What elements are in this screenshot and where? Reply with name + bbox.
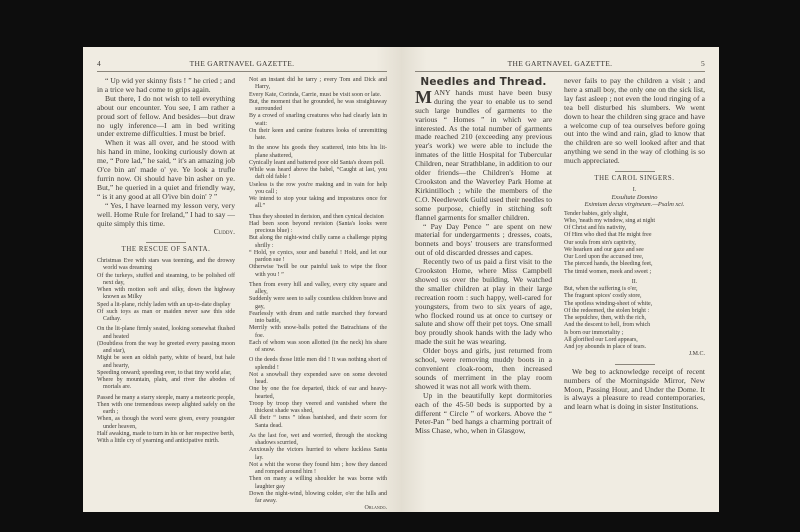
stanza-number: II. <box>631 278 638 285</box>
poem-line: Our souls from sin's captivity, <box>564 239 636 246</box>
left-running-head <box>97 59 387 72</box>
poem-line: Of Christ and his nativity, <box>564 225 627 232</box>
poem-line: Every Kate, Corinda, Carrie, must be visit soon or late. <box>249 91 382 98</box>
article-heading: Needles and Thread. <box>420 76 547 88</box>
poem-line: And joy abounds in place of tears. <box>564 344 647 351</box>
article-paragraph-text: ANY hands must have been busy during the year to enable us to send such large bundles of garments to the various “ Homes ” in which we are interested. As the total number of garments made reached 210 (exceeding any previous year's work) we were able to include the inmates of the little Hospital for Tubercular Children, near Strathblane, in addition to our older friends—the Children's Home at Crookston and the Waverley Park Home at Kirkintilloch ; while the members of the C.O. Needlework Guild used their needles to some purpose, chiefly in stitching soft flannel garments for smaller children. <box>415 87 552 222</box>
carol-poem <box>564 187 705 359</box>
poem-line: Fearlessly with drum and rattle marched they forward into battle, <box>249 310 387 324</box>
left-page <box>83 47 401 512</box>
left-column-1 <box>97 77 235 445</box>
story-paragraph: But there, I do not wish to tell everything about our encounter. You see, I am rather a proud sort of fellow. And besides—but draw no ugly inference—I am in bed writing under extreme difficulties. I must be brief. <box>97 93 235 139</box>
divider <box>146 242 186 243</box>
poem-line: The fragrant spices' costly store, <box>564 293 642 300</box>
cuddy-story <box>97 77 235 237</box>
poem-line: Down the night-wind, blowing colder, o'er the hills and far away. <box>249 490 387 504</box>
poem-line: Troop by troop they veered and vanished where the thickest shade was shed, <box>249 400 387 414</box>
poem-line: Suddenly were seen to sally countless children brave and gay, <box>249 296 387 310</box>
poem-line: One by one the foe departed, thick of ear and heavy-hearted, <box>249 386 387 400</box>
carol-signature: J.M.C. <box>688 351 705 358</box>
story-paragraph: “ Up wid yer skinny fists ! ” he cried ; and in a trice we had come to grips again. <box>97 76 235 94</box>
carol-title: THE CAROL SINGERS. <box>594 175 675 183</box>
poem-line: On the lit-plane firmly seated, looking somewhat flushed and heated <box>97 326 235 340</box>
poem-signature: Orlando. <box>364 505 387 512</box>
poem-line: Then on many a willing shoulder he was borne with laughter gay <box>249 476 387 490</box>
poem-line: And the descent to hell, from which <box>564 322 651 329</box>
poem-line: But, when the suffering is o'er, <box>564 286 638 293</box>
right-page <box>401 47 719 512</box>
carol-epigraph: Eximium decus virgineum.—Psalm xci. <box>584 201 685 209</box>
poem-line: When with motion soft and silky, down the highway known as Milky <box>97 287 235 301</box>
article-paragraph: “ Pay Day Pence ” are spent on new material for undergarments ; dresses, coats, bonnets and boys' trousers are transformed out of old discarded dresses and capes. <box>415 221 552 258</box>
poem-line: As the last foe, wet and worried, through the stocking shadows scurried, <box>249 432 387 446</box>
poem-line: We intend to stop your taking and impostures once for all.” <box>249 196 387 210</box>
left-column-2 <box>249 77 387 512</box>
poem-line: The sepulchre, then, with the rich, <box>564 315 646 322</box>
right-page-number: 5 <box>700 59 705 68</box>
poem-line: In the snow his goods they scattered, into bits his lit-plane shattered, <box>249 145 387 159</box>
stanza-number: I. <box>632 186 637 193</box>
right-column-1 <box>415 77 552 436</box>
poem-line: O the deeds those little men did ! It was nothing short of splendid ! <box>249 357 387 371</box>
poem-line: Where by mountain, plain, and river the abodes of mortals are. <box>97 377 235 391</box>
poem-line: When, as though the word were given, every youngster under heaven, <box>97 416 235 430</box>
poem-line: Then with one tremendous sweep alighted safely on the earth ; <box>97 401 235 416</box>
story-paragraph: When it was all over, and he stood with his hand in mine, looking curiously down at me, “ Pore lad,” he said, “ it's an amazing job O'ce bin an' made o' ye. Ye look a trufle furrin now. Oi should have bin asher on ye. But,” he queried in a quiet and friendly way, “ is it any good at all O'ive bin doin' ? ” <box>97 138 235 201</box>
poem-line: Sped a lit-plane, richly laden with an up-to-date display <box>97 301 231 308</box>
story-paragraph: “ Yes, I have learned my lesson very, very well. Home Rule for Ireland,” I had to say — quite simply this time. <box>97 200 235 228</box>
rescue-poem-part2 <box>249 77 387 512</box>
poem-line: Might be seen an oldish party, white of beard, but hale and hearty, <box>97 355 235 369</box>
poem-line: The pierced hands, the bleeding feet, <box>564 261 653 268</box>
article-continuation: never fails to pay the children a visit ; and here a small boy, the only one on the sick list, lay fast asleep ; not even the loud ringing of a tea bell disturbed his slumbers. We went down to hear the children sing grace and have a welcome cup of tea ourselves before going out into the wind and rain, glad to know that the children are so well looked after and that anything we send in the way of clothing is so much appreciated. <box>564 76 705 166</box>
poem-line: (Doubtless from the way he greeted every passing moon and star), <box>97 340 235 355</box>
article-paragraph: Recently two of us paid a first visit to the Crookston Home, where Miss Campbell showed us over the building. We watched the smaller children at play in their large recreation room : such happy, well-cared for youngsters, from two to six years of age, who flocked round us at once to curtsey or salute and show off their pet toys. One small boy proudly shook hands with the lady who made the suit he was wearing. <box>415 257 552 347</box>
right-column-2 <box>564 77 705 412</box>
poem-line: By a crowd of snarling creatures who had clearly lain in wait: <box>249 113 387 127</box>
poem-line: Half awaking, made to turn in his or her respective berth, <box>97 430 235 437</box>
poem-line: Is born our immortality ; <box>564 329 624 336</box>
poem-line: But along the night-wind chilly came a challenge piping shrilly : <box>249 235 387 249</box>
poem-line: Otherwise 'twill be our painful task to wipe the floor with you ! ” <box>249 264 387 278</box>
poem-line: Cynically leant and battered poor old Santa's dozen poll. <box>249 159 385 166</box>
poem-line: Useless is the row you're making and in vain for help you call ; <box>249 181 387 195</box>
story-signature: Cuddy. <box>213 227 235 237</box>
poem-line: Had been soon beyond revision (Santa's looks were precious blue) : <box>249 220 387 234</box>
poem-line: Then from every hill and valley, every city square and alley, <box>249 281 387 295</box>
article-paragraph: Up in the beautifully kept dormitories each of the 45-50 beds is supported by a different “ Circle ” of workers. Above the “ Peter-Pan ” bed hangs a charming portrait of Miss Chase, who, when in Glasgow, <box>415 390 552 436</box>
poem-line: With a little cry of yearning and anticipative mirth. <box>97 438 220 445</box>
carol-epigraph: Exsultate Domino <box>611 194 658 202</box>
poem-line: But, the moment that he grounded, he was straightaway surrounded <box>249 98 387 112</box>
poem-line: Not a snowball they expended save on some devoted head. <box>249 371 387 385</box>
poem-line: Of Him who died that He might free <box>564 232 652 239</box>
left-gazette-title: THE GARTNAVEL GAZETTE. <box>189 59 295 68</box>
article-paragraph <box>415 86 552 223</box>
rescue-poem-part1 <box>97 258 235 445</box>
poem-line: Speeding onward; speeding ever, to that tiny world afar, <box>97 369 232 376</box>
poem-line: Merrily with snow-balls potted the Batrachians of the foe. <box>249 325 387 339</box>
poem-line: We hearken and our gaze and see <box>564 246 644 253</box>
poem-line: While was heard above the babel, “Caught at last, you daft old fable ! <box>249 167 387 181</box>
poem-line: The timid women, meek and sweet ; <box>564 268 652 275</box>
poem-line: Who, 'neath my window, sing at night <box>564 217 656 224</box>
poem-line: Each of whom was soon allotted (in the neck) his share of snow. <box>249 339 387 353</box>
poem-line: Thus they shouted in derision, and then cynical decision <box>249 213 384 220</box>
poem-line: “ Hold, ye cynics, sour and baneful ! Hold, and let our pardon sue ! <box>249 249 387 263</box>
poem-line: On their keen and canine features looks of unremitting hate. <box>249 127 387 141</box>
poem-title: THE RESCUE OF SANTA. <box>121 246 211 254</box>
article-paragraph: Older boys and girls, just returned from school, were removing muddy boots in a convenient cloak-room, then increased sounds of merriment in the play room showed it was not all work with them. <box>415 346 552 391</box>
poem-line: Tender babies, girly slight, <box>564 210 629 217</box>
poem-line: Of the turkeys, stuffed and steaming, to be polished off next day, <box>97 272 235 286</box>
drop-cap: M <box>415 86 432 107</box>
left-page-number: 4 <box>97 59 102 68</box>
right-running-head <box>415 59 705 72</box>
poem-line: The spotless winding-sheet of white, <box>564 300 653 307</box>
poem-line: Not a whit the worse they found him ; how they danced and romped around him ! <box>249 461 387 475</box>
divider <box>615 364 655 365</box>
poem-line: All their “ isms ” ideas banished, and their scorn for Santa dead. <box>249 415 387 429</box>
poem-line: Anxiously the victors hurried to where luckless Santa lay. <box>249 447 387 461</box>
poem-line: Christmas Eve with stars was teeming, and the drowsy world was dreaming <box>97 258 235 272</box>
acknowledgement-paragraph: We beg to acknowledge receipt of recent numbers of the Morningside Mirror, New Moon, Passing Hour, and Under the Dome. It is always a pleasure to read contemporaries, and learn what is doing in sister Institutions. <box>564 366 705 412</box>
poem-line: Our Lord upon the accursed tree, <box>564 254 644 261</box>
poem-line: Passed he many a starry steeple, many a meteoric people, <box>97 394 235 401</box>
poem-line: All glorified our Lord appears, <box>564 336 638 343</box>
poem-line: Of such toys as man or maiden never saw this side Cathay. <box>97 308 235 323</box>
right-gazette-title: THE GARTNAVEL GAZETTE. <box>507 59 613 68</box>
divider <box>615 171 655 172</box>
poem-line: Of the redeemed, the stolen bright : <box>564 307 650 314</box>
poem-line: Not an instant did he tarry ; every Tom and Dick and Harry, <box>249 77 387 91</box>
